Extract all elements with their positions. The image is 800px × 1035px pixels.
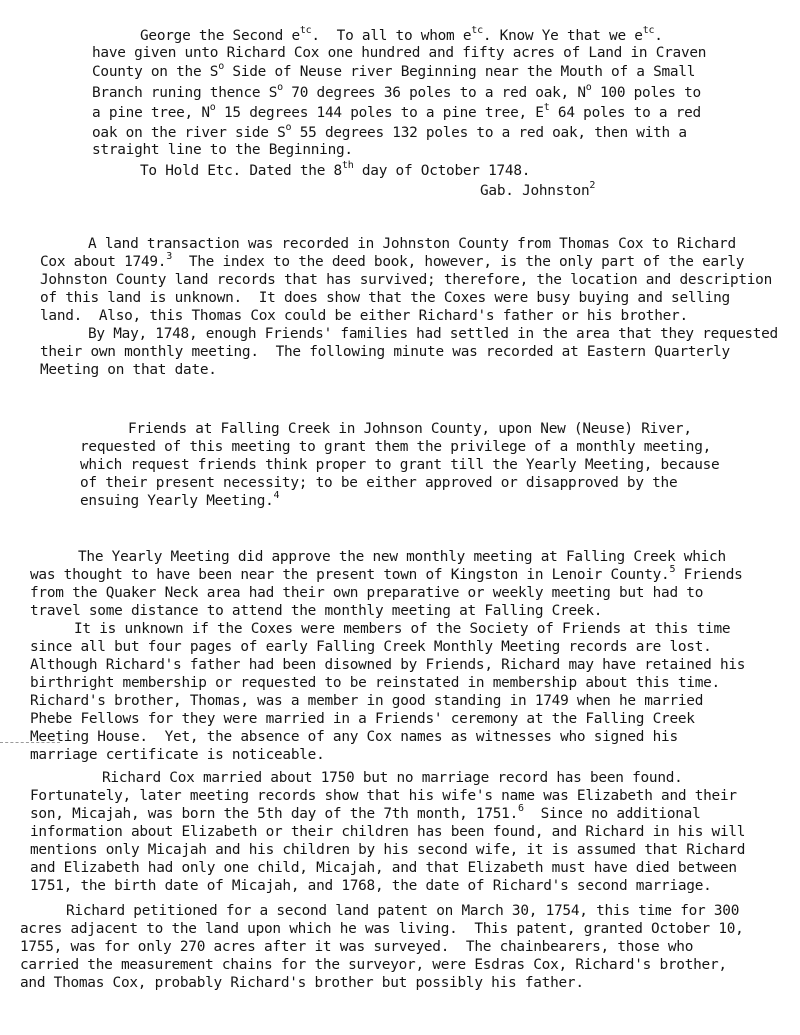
- text-line: birthright membership or requested to be reinstated in membership about this time.: [30, 675, 720, 691]
- text-line: A land transaction was recorded in Johnston County from Thomas Cox to Richard: [88, 236, 736, 252]
- quote-line: ensuing Yearly Meeting.$^4$: [80, 490, 280, 509]
- text-line: of this land is unknown. It does show that the Coxes were busy buying and selling: [40, 290, 730, 306]
- quote-line: Friends at Falling Creek in Johnson County, upon New (Neuse) River,: [128, 421, 692, 437]
- quote-line: which request friends think proper to grant till the Yearly Meeting, because: [80, 457, 720, 473]
- patent-line-2: have given unto Richard Cox one hundred and fifty acres of Land in Craven: [92, 45, 707, 61]
- patent-dated-line: To Hold Etc. Dated the 8th day of October 1748.: [140, 160, 531, 179]
- text-line: information about Elizabeth or their children has been found, and Richard in his will: [30, 824, 746, 840]
- text-line: It is unknown if the Coxes were members of the Society of Friends at this time: [74, 621, 731, 637]
- patent-signature: Gab. Johnston$^2$: [480, 180, 596, 199]
- text-line: The Yearly Meeting did approve the new monthly meeting at Falling Creek which: [78, 549, 726, 565]
- text-line: 1755, was for only 270 acres after it was surveyed. The chainbearers, those who: [20, 939, 694, 955]
- patent-line-3: County on the $S^o$ Side of Neuse river Beginning near the Mouth of a Small: [92, 61, 696, 80]
- text-line: their own monthly meeting. The following minute was recorded at Eastern Quarterly: [40, 344, 730, 360]
- text-line: Cox about 1749.$^3$ The index to the deed book, however, is the only part of the early: [40, 251, 745, 270]
- text-line: Richard petitioned for a second land patent on March 30, 1754, this time for 300: [66, 903, 740, 919]
- text-line: Meeting on that date.: [40, 362, 217, 378]
- text-line: Johnston County land records that has survived; therefore, the location and description: [40, 272, 773, 288]
- patent-line-5: a pine tree, $N^o$ 15 degrees 144 poles to a pine tree, $E^t$ 64 poles to a red: [92, 102, 701, 121]
- text-line: was thought to have been near the present town of Kingston in Lenoir County.$^5$ Friends: [30, 564, 743, 583]
- text-line: Meeting House. Yet, the absence of any Cox names as witnesses who signed his: [30, 729, 678, 745]
- text-line: marriage certificate is noticeable.: [30, 747, 325, 763]
- patent-line-1: George the Second $e^{tc}$. To all to whom $e^{tc}$. Know Ye that we $e^{tc}$.: [140, 25, 663, 44]
- text-line: Fortunately, later meeting records show that his wife's name was Elizabeth and their: [30, 788, 737, 804]
- patent-line-6: oak on the river side $S^o$ 55 degrees 132 poles to a red oak, then with a: [92, 122, 687, 141]
- scan-artifact-line: [0, 742, 60, 743]
- text-line: carried the measurement chains for the surveyor, were Esdras Cox, Richard's brother,: [20, 957, 727, 973]
- text-line: mentions only Micajah and his children by his second wife, it is assumed that Richard: [30, 842, 746, 858]
- text-line: travel some distance to attend the monthly meeting at Falling Creek.: [30, 603, 603, 619]
- text-line: since all but four pages of early Falling Creek Monthly Meeting records are lost.: [30, 639, 712, 655]
- patent-line-7: straight line to the Beginning.: [92, 142, 353, 158]
- text-line: By May, 1748, enough Friends' families had settled in the area that they requested: [88, 326, 778, 342]
- text-line: acres adjacent to the land upon which he was living. This patent, granted October 10,: [20, 921, 744, 937]
- patent-line-4: Branch runing thence $S^o$ 70 degrees 36 poles to a red oak, $N^o$ 100 poles to: [92, 82, 701, 101]
- text-line: and Thomas Cox, probably Richard's brother but possibly his father.: [20, 975, 584, 991]
- quote-line: requested of this meeting to grant them the privilege of a monthly meeting,: [80, 439, 712, 455]
- text-line: Phebe Fellows for they were married in a Friends' ceremony at the Falling Creek: [30, 711, 695, 727]
- text-line: Although Richard's father had been disowned by Friends, Richard may have retained his: [30, 657, 746, 673]
- text-line: from the Quaker Neck area had their own preparative or weekly meeting but had to: [30, 585, 704, 601]
- quote-line: of their present necessity; to be either approved or disapproved by the: [80, 475, 678, 491]
- text-line: and Elizabeth had only one child, Micajah, and that Elizabeth must have died between: [30, 860, 737, 876]
- text-line: land. Also, this Thomas Cox could be either Richard's father or his brother.: [40, 308, 688, 324]
- text-line: 1751, the birth date of Micajah, and 1768, the date of Richard's second marriage.: [30, 878, 712, 894]
- text-line: Richard Cox married about 1750 but no marriage record has been found.: [102, 770, 683, 786]
- text-line: Richard's brother, Thomas, was a member in good standing in 1749 when he married: [30, 693, 704, 709]
- text-line: son, Micajah, was born the 5th day of the 7th month, 1751.$^6$ Since no additional: [30, 803, 701, 822]
